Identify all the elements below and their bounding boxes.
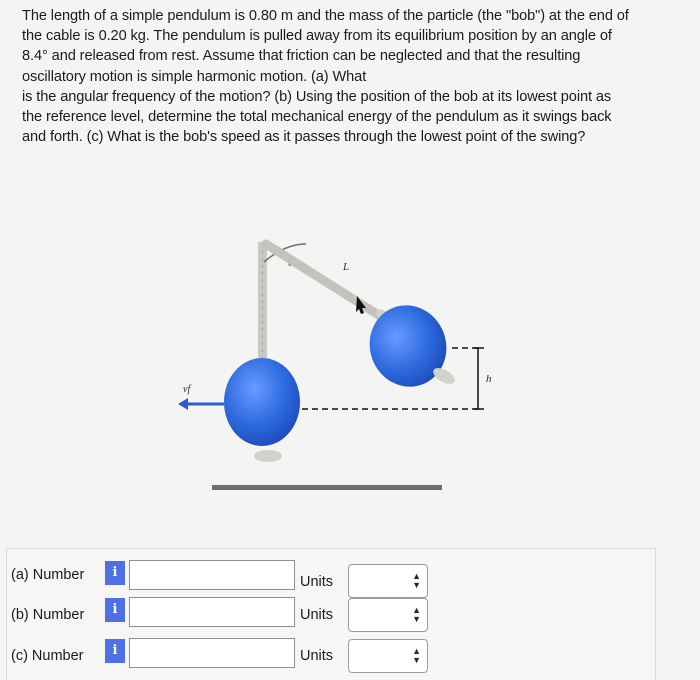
- number-input-a[interactable]: [129, 560, 295, 590]
- answer-label: (c) Number: [11, 648, 84, 664]
- ground-line: [212, 485, 442, 490]
- units-select-a[interactable]: [348, 564, 428, 598]
- bob-lowest-position: [224, 358, 300, 446]
- question-line: and forth. (c) What is the bob's speed as it passes through the lowest point of the swing?: [22, 129, 586, 146]
- units-label: Units: [300, 607, 334, 623]
- question-line: 8.4° and released from rest. Assume that friction can be neglected and that the resulting: [22, 48, 581, 65]
- question-line: The length of a simple pendulum is 0.80 m and the mass of the particle (the "bob") at the end of: [22, 8, 629, 24]
- bob-bottom-cap: [254, 450, 282, 462]
- answer-row-c: [7, 638, 655, 672]
- units-select-c[interactable]: [348, 639, 428, 673]
- answer-label: (a) Number: [11, 567, 85, 583]
- select-arrows-icon: ▲ ▼: [412, 571, 421, 590]
- answer-label: (b) Number: [11, 607, 85, 623]
- info-button[interactable]: i: [105, 598, 125, 622]
- number-input-b[interactable]: [129, 597, 295, 627]
- answer-panel: [6, 548, 656, 680]
- velocity-arrowhead: [178, 398, 188, 410]
- question-line: the cable is 0.20 kg. The pendulum is pulled away from its equilibrium position by an angle of: [22, 28, 612, 45]
- info-button[interactable]: i: [105, 639, 125, 663]
- velocity-label: vf: [183, 384, 191, 395]
- length-label: L: [343, 261, 350, 273]
- number-input-c[interactable]: [129, 638, 295, 668]
- question-line: is the angular frequency of the motion? (b) Using the position of the bob at its lowest point as: [22, 88, 612, 105]
- info-button[interactable]: i: [105, 561, 125, 585]
- units-select-b[interactable]: [348, 598, 428, 632]
- units-label: Units: [300, 648, 334, 664]
- answer-row-a: [7, 557, 655, 591]
- answer-row-b: [7, 597, 655, 631]
- question-line: oscillatory motion is simple harmonic motion. (a) What: [22, 68, 367, 85]
- question-line: the reference level, determine the total mechanical energy of the pendulum as it swings back: [22, 109, 612, 126]
- select-arrows-icon: ▲ ▼: [412, 605, 421, 624]
- select-arrows-icon: ▲ ▼: [412, 646, 421, 665]
- units-label: Units: [300, 574, 334, 590]
- height-label: h: [486, 373, 492, 385]
